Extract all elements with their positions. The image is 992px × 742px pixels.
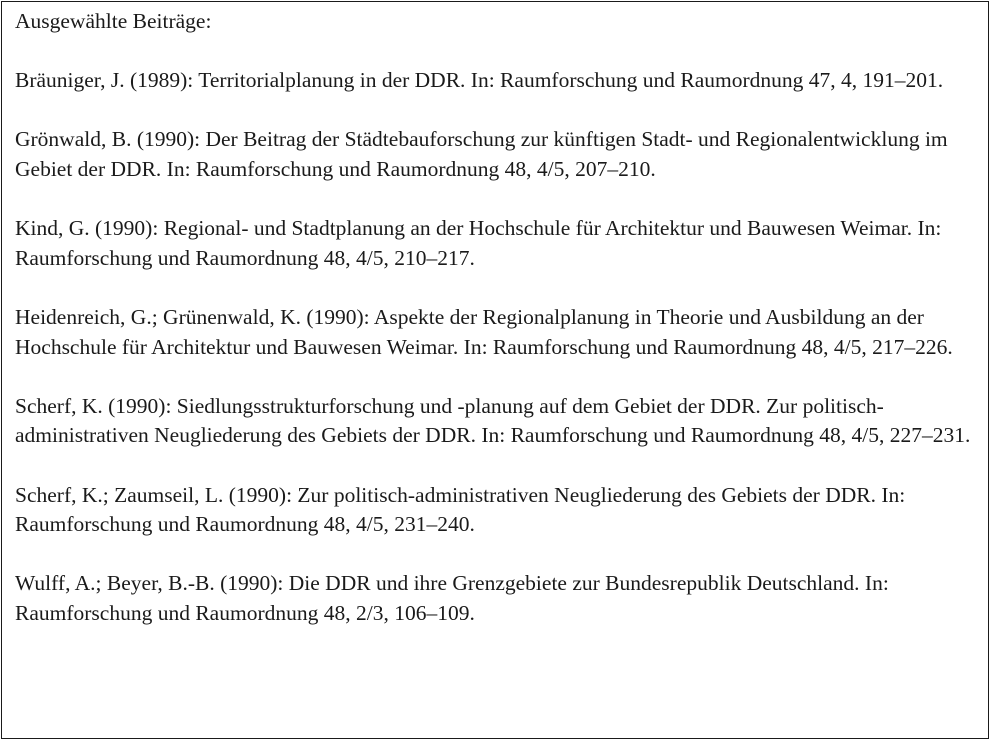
reference-entry-heidenreich: Heidenreich, G.; Grünenwald, K. (1990): Aspekte der Regionalplanung in Theorie und Ausbildung an der Hochschule für Architektur und Bauwesen Weimar. In: Raumforschung und Raumordnung 48, 4/5, 217–226. xyxy=(15,304,953,359)
references-box xyxy=(1,1,989,739)
reference-entry-scherf-zaumseil: Scherf, K.; Zaumseil, L. (1990): Zur politisch-administrativen Neugliederung des Gebiets der DDR. In: Raumforschung und Raumordnung 48, 4/5, 231–240. xyxy=(15,482,906,537)
references-heading: Ausgewählte Beiträge: xyxy=(15,9,212,33)
reference-entry-braeuniger: Bräuniger, J. (1989): Territorialplanung in der DDR. In: Raumforschung und Raumordnung 47, 4, 191–201. xyxy=(15,68,944,93)
reference-entry-scherf: Scherf, K. (1990): Siedlungsstrukturforschung und -planung auf dem Gebiet der DDR. Zur politisch-administrativen Neugliederung des Gebiets der DDR. In: Raumforschung und Raumordnung 48, 4/5, 227–231. xyxy=(15,393,971,448)
reference-entry-kind: Kind, G. (1990): Regional- und Stadtplanung an der Hochschule für Architektur und Bauwesen Weimar. In: Raumforschung und Raumordnung 48, 4/5, 210–217. xyxy=(15,216,942,270)
reference-entry-groenwald: Grönwald, B. (1990): Der Beitrag der Städtebauforschung zur künftigen Stadt- und Regionalentwicklung im Gebiet der DDR. In: Raumforschung und Raumordnung 48, 4/5, 207–210. xyxy=(15,127,948,181)
reference-entry-wulff-beyer: Wulff, A.; Beyer, B.-B. (1990): Die DDR und ihre Grenzgebiete zur Bundesrepublik Deutschland. In: Raumforschung und Raumordnung 48, 2/3, 106–109. xyxy=(15,571,889,625)
